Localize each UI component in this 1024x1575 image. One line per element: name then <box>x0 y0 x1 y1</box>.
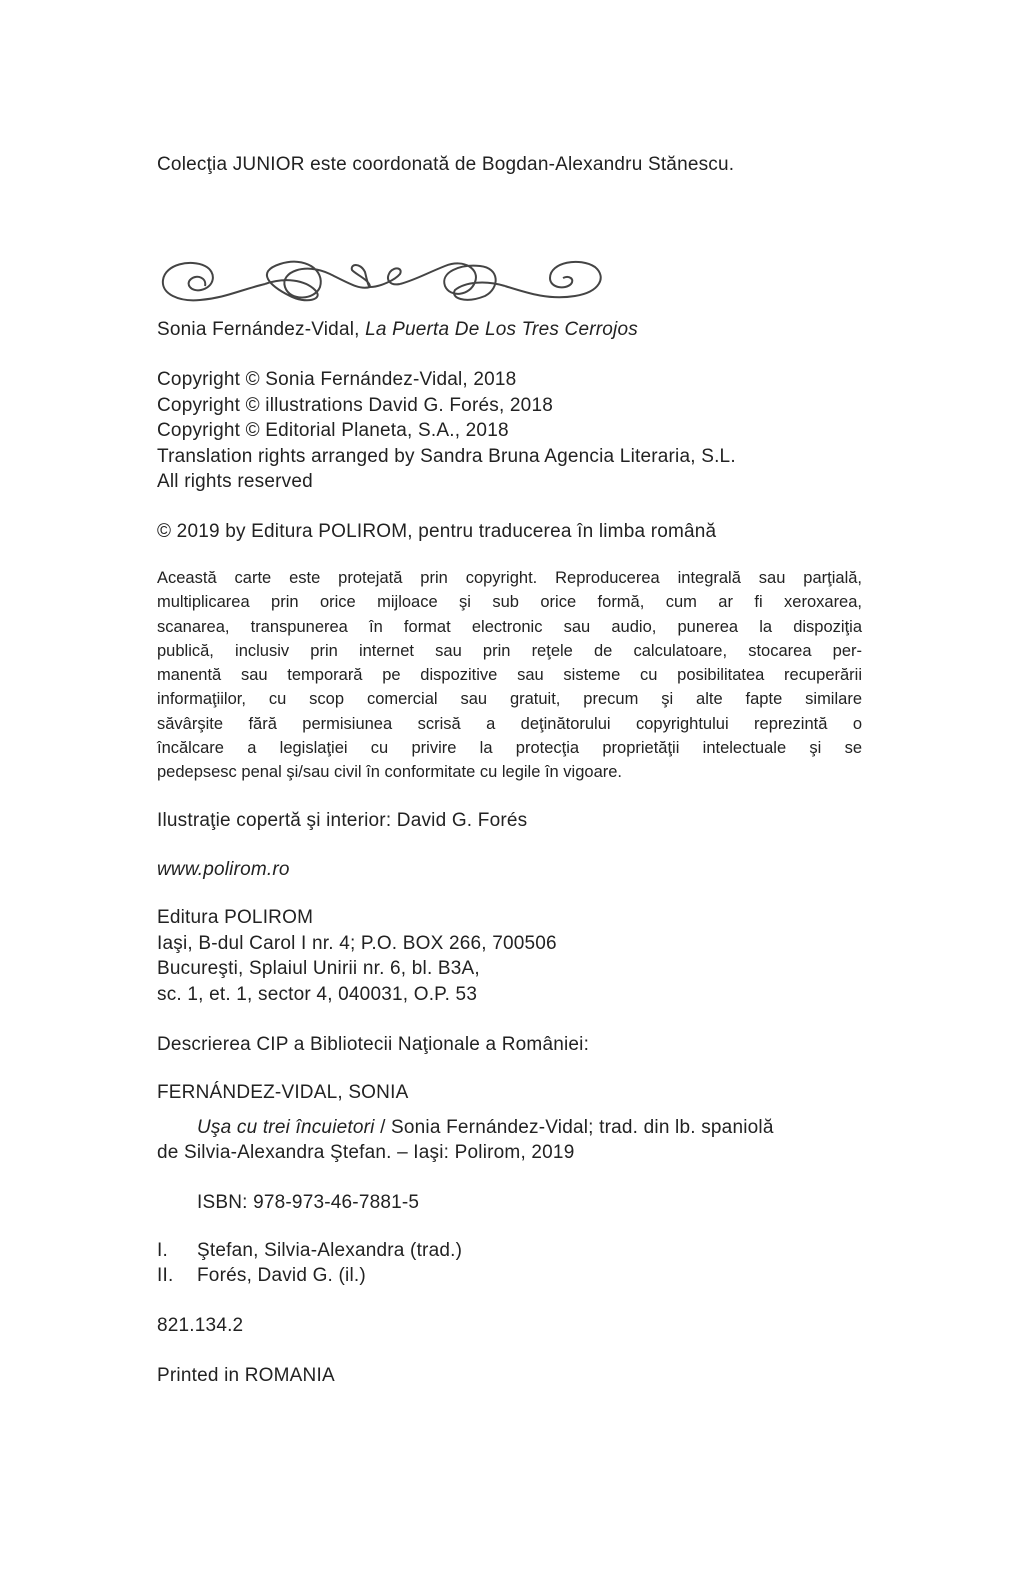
cip-translator-line: de Silvia-Alexandra Ştefan. – Iaşi: Polirom, 2019 <box>157 1142 575 1163</box>
copyright-line: Copyright © illustrations David G. Forés, 2018 <box>157 395 553 416</box>
translation-copyright: © 2019 by Editura POLIROM, pentru traducerea în limba română <box>157 521 717 542</box>
cip-heading: Descrierea CIP a Bibliotecii Naţionale a României: <box>157 1034 590 1055</box>
paragraph-line: informaţiilor, cu scop comercial sau gratuit, precum şi alte fapte similare <box>157 690 862 709</box>
paragraph-line: publică, inclusiv prin internet sau prin reţele de calculatoare, stocarea per- <box>157 641 862 660</box>
paragraph-line: scanarea, transpunerea în format electronic sau audio, punerea la dispoziţia <box>157 617 862 636</box>
copyright-line: All rights reserved <box>157 471 313 492</box>
publisher-line: Iaşi, B-dul Carol I nr. 4; P.O. BOX 266, 700506 <box>157 933 557 954</box>
paragraph-line: multiplicarea prin orice mijloace şi sub orice formă, cum ar fi xeroxarea, <box>157 593 862 612</box>
publisher-line: sc. 1, et. 1, sector 4, 040031, O.P. 53 <box>157 984 478 1005</box>
cip-entry-text: Forés, David G. (il.) <box>197 1265 366 1286</box>
copyright-line: Translation rights arranged by Sandra Bruna Agencia Literaria, S.L. <box>157 446 736 467</box>
paragraph-line: manentă sau temporară pe dispozitive sau sisteme cu posibilitatea recuperării <box>157 666 862 685</box>
website-link[interactable]: www.polirom.ro <box>157 859 290 880</box>
copyright-line: Copyright © Editorial Planeta, S.A., 2018 <box>157 420 509 441</box>
paragraph-line: pedepsesc penal şi/sau civil în conformitate cu legile în vigoare. <box>157 763 623 782</box>
cip-author: FERNÁNDEZ-VIDAL, SONIA <box>157 1082 409 1103</box>
cip-entry-number: II. <box>157 1265 174 1286</box>
cip-isbn: ISBN: 978-973-46-7881-5 <box>197 1192 420 1213</box>
ornament-flourish-icon <box>155 252 610 312</box>
collection-coordinator: Colecţia JUNIOR este coordonată de Bogdan-Alexandru Stănescu. <box>157 154 735 175</box>
cip-entry-number: I. <box>157 1240 168 1261</box>
cip-entry-text: Ştefan, Silvia-Alexandra (trad.) <box>197 1240 463 1261</box>
cip-title: Uşa cu trei încuietori <box>197 1117 375 1138</box>
cip-title-rest: / Sonia Fernández-Vidal; trad. din lb. spaniolă <box>374 1117 774 1138</box>
publisher-line: Editura POLIROM <box>157 907 314 928</box>
original-title-line <box>157 318 638 342</box>
printed-in: Printed in ROMANIA <box>157 1365 335 1386</box>
illustration-credit: Ilustraţie copertă şi interior: David G. Forés <box>157 810 528 831</box>
cip-entry <box>157 1264 366 1288</box>
original-author: Sonia Fernández-Vidal, <box>157 319 366 340</box>
legal-paragraph <box>157 566 862 785</box>
cip-classification: 821.134.2 <box>157 1315 244 1336</box>
cip-title-line <box>197 1116 774 1140</box>
paragraph-line: încălcare a legislaţiei cu privire la protecţia proprietăţii intelectuale şi se <box>157 739 862 758</box>
original-title: La Puerta De Los Tres Cerrojos <box>365 319 638 340</box>
copyright-line: Copyright © Sonia Fernández-Vidal, 2018 <box>157 369 517 390</box>
cip-entry <box>157 1239 462 1263</box>
publisher-line: Bucureşti, Splaiul Unirii nr. 6, bl. B3A, <box>157 958 480 979</box>
paragraph-line: Această carte este protejată prin copyright. Reproducerea integrală sau parţială, <box>157 569 862 587</box>
paragraph-line: săvârşite fără permisiunea scrisă a deţinătorului copyrightului reprezintă o <box>157 714 862 733</box>
